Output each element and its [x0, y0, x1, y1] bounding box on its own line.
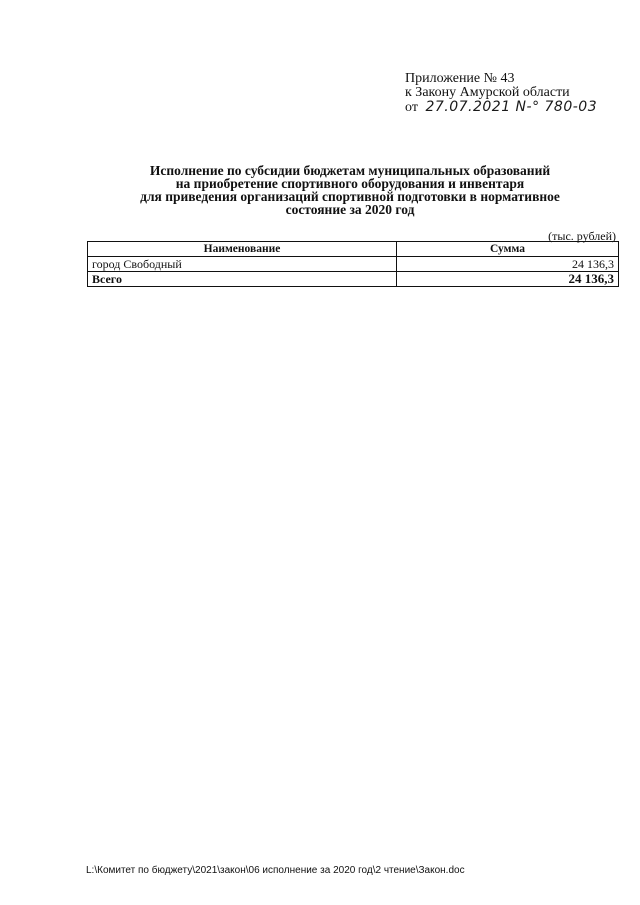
table-total-row	[88, 272, 619, 287]
subsidy-table	[87, 241, 619, 287]
title-line-1: Исполнение по субсидии бюджетам муниципальных образований	[149, 163, 551, 178]
appendix-date-line	[405, 100, 625, 115]
appendix-date-prefix: от	[405, 100, 418, 115]
appendix-law-reference: к Закону Амурской области	[405, 85, 570, 100]
total-amount: 24 136,3	[397, 272, 619, 287]
document-title	[80, 164, 620, 216]
file-path-footer: L:\Комитет по бюджету\2021\закон\06 исполнение за 2020 год\2 чтение\Закон.doc	[86, 865, 465, 876]
handwritten-date-number: 27.07.2021 N-° 780-03	[425, 99, 598, 115]
total-name: Всего	[88, 272, 397, 287]
title-line-2: на приобретение спортивного оборудования и инвентаря	[175, 176, 525, 191]
title-line-3: для приведения организаций спортивной подготовки в нормативное	[140, 189, 560, 204]
title-line-4: состояние за 2020 год	[285, 202, 415, 217]
header-amount: Сумма	[397, 242, 619, 257]
row-name: город Свободный	[88, 257, 397, 272]
table-row	[88, 257, 619, 272]
appendix-header	[405, 72, 625, 115]
appendix-number: Приложение № 43	[405, 71, 515, 86]
header-name: Наименование	[88, 242, 397, 257]
unit-label: (тыс. рублей)	[548, 229, 616, 243]
table-header-row	[88, 242, 619, 257]
row-amount: 24 136,3	[397, 257, 619, 272]
